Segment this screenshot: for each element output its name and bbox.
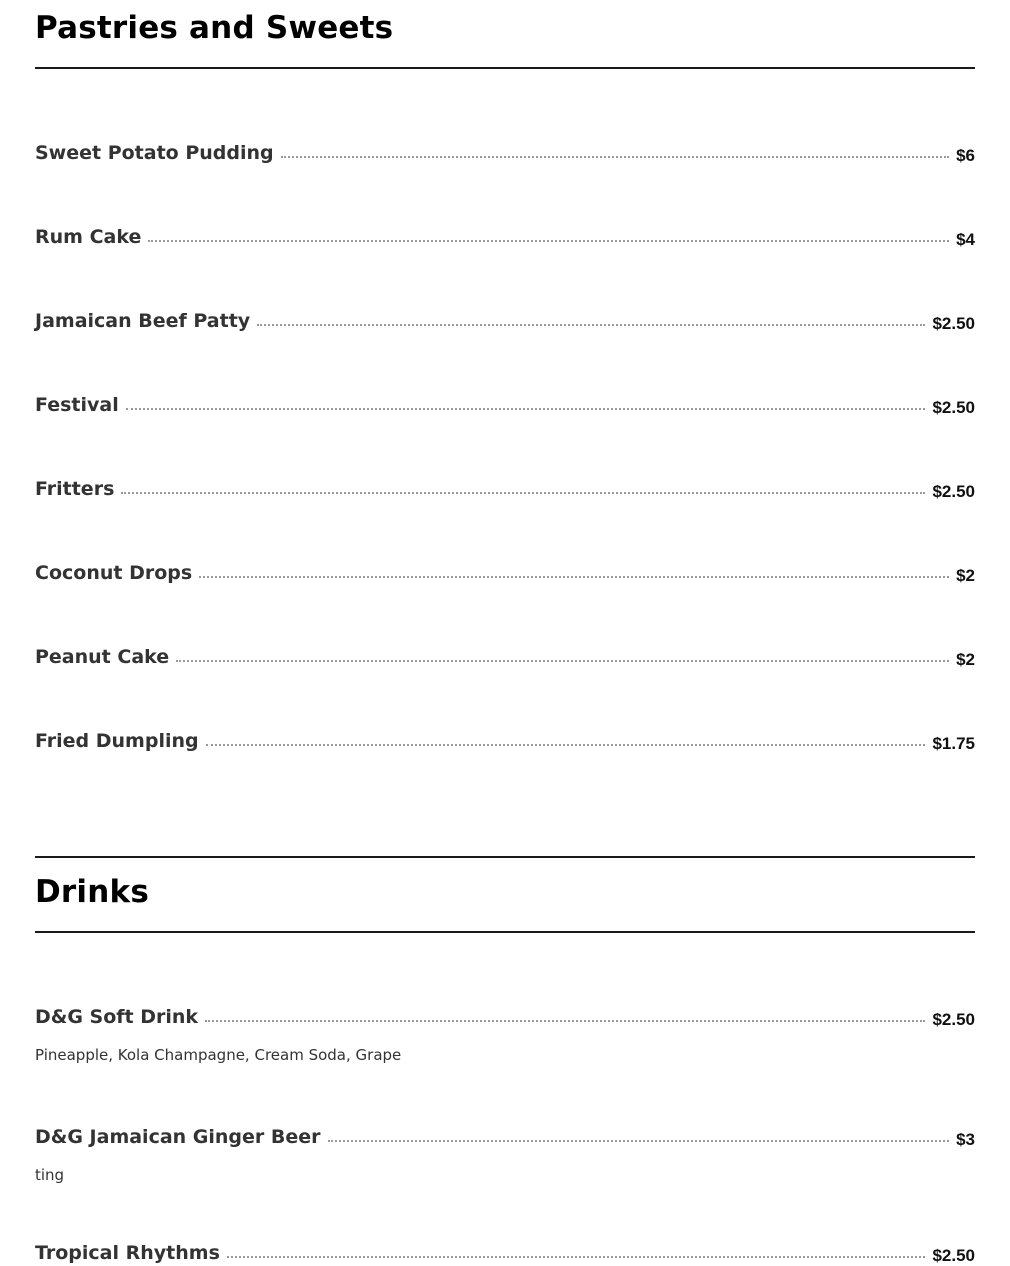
item-name: Tropical Rhythms (35, 1242, 220, 1264)
menu-item (35, 226, 975, 248)
section-title-pastries: Pastries and Sweets (35, 10, 394, 46)
item-name: Rum Cake (35, 226, 142, 248)
menu-item (35, 730, 975, 752)
dot-leader (148, 240, 949, 242)
item-price: $6 (956, 146, 975, 165)
item-name: Sweet Potato Pudding (35, 142, 274, 164)
dot-leader (281, 156, 949, 158)
dot-leader (205, 1020, 925, 1022)
menu-item (35, 1006, 975, 1064)
item-price: $3 (956, 1130, 975, 1149)
item-description: ting (35, 1166, 65, 1184)
dot-leader (199, 576, 949, 578)
item-price: $2.50 (932, 482, 975, 501)
item-name: Fritters (35, 478, 115, 500)
item-price: $1.75 (932, 734, 975, 753)
item-name: Fried Dumpling (35, 730, 199, 752)
section-title-drinks: Drinks (35, 874, 149, 910)
menu-item (35, 646, 975, 668)
dot-leader (206, 744, 926, 746)
item-price: $2.50 (932, 1246, 975, 1265)
section-divider (35, 931, 975, 933)
item-row (35, 1242, 975, 1264)
item-price: $2 (956, 650, 975, 669)
dot-leader (227, 1256, 926, 1258)
dot-leader (121, 492, 925, 494)
item-price: $2 (956, 566, 975, 585)
item-name: Festival (35, 394, 119, 416)
menu-item (35, 562, 975, 584)
menu-item (35, 1242, 975, 1264)
item-name: D&G Jamaican Ginger Beer (35, 1126, 321, 1148)
item-name: Peanut Cake (35, 646, 170, 668)
dot-leader (126, 408, 926, 410)
item-row (35, 1126, 975, 1148)
item-row (35, 1006, 975, 1028)
item-price: $2.50 (932, 1010, 975, 1029)
menu-item (35, 1126, 975, 1184)
menu-item (35, 142, 975, 164)
dot-leader (328, 1140, 950, 1142)
item-name: D&G Soft Drink (35, 1006, 199, 1028)
item-price: $2.50 (932, 314, 975, 333)
menu-item (35, 310, 975, 332)
item-description: Pineapple, Kola Champagne, Cream Soda, Grape (35, 1046, 402, 1064)
dot-leader (176, 660, 949, 662)
dot-leader (257, 324, 925, 326)
section-divider (35, 67, 975, 69)
section-divider (35, 856, 975, 858)
menu-item (35, 394, 975, 416)
item-price: $4 (956, 230, 975, 249)
item-name: Jamaican Beef Patty (35, 310, 251, 332)
menu-item (35, 478, 975, 500)
item-price: $2.50 (932, 398, 975, 417)
item-name: Coconut Drops (35, 562, 193, 584)
